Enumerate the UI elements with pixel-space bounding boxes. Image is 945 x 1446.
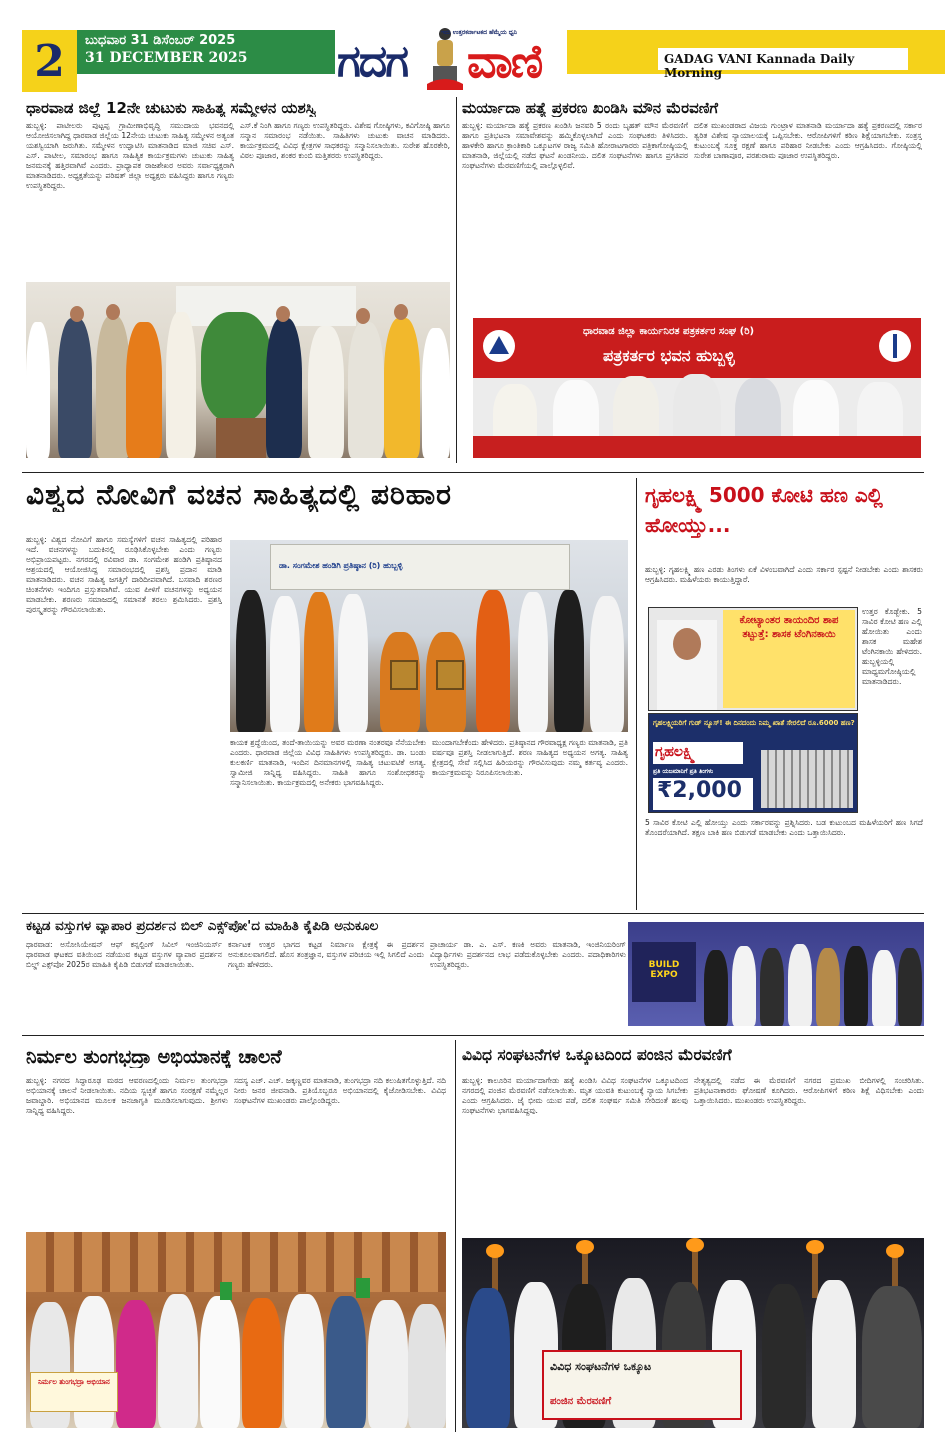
article-body: ಹುಬ್ಬಳ್ಳಿ: ಪಾಟೀಲರು ಪುಟ್ಟಪ್ಪ ಗ್ರಾಮೀಣಾಭಿವೃದ್ಧಿ ಸಮುದಾಯ ಭವನದಲ್ಲಿ ಆಯೋಜಿಸಲಾಗಿದ್ದ ಧಾರವಾಡ ಜಿಲ್ಲೆಯ 12ನೇಯ ಚುಟುಕು ಸಾಹಿತ್ಯ ಸಮ್ಮೇಳನ ಅತ್ಯಂತ ಯಶಸ್ವಿಯಾಗಿ ಜರುಗಿತು. ಸಮ್ಮೇಳನ ಉದ್ಘಾಟಿಸಿ ಮಾತನಾಡಿದ ಮಾಜಿ ಸಚಿವ ಎಸ್. ಎಸ್. ಪಾಟೀಲ, ಸಮಾರಂಭ ಹಾಗೂ ಸಾಹಿತ್ಯಿಕ ಕಾರ್ಯಕ್ರಮಗಳು ಚುಟುಕು ಸಾಹಿತ್ಯ ಜನಮನಕ್ಕೆ ಹತ್ತಿರವಾಗಿವೆ ಎಂದರು. ಪ್ರಾಧ್ಯಾಪಕ ರಾಜಶೇಖರ ಅವರು ಸರ್ವಾಧ್ಯಕ್ಷರಾಗಿ ಮಾತನಾಡಿದರು. ಅಧ್ಯಕ್ಷತೆಯನ್ನು ಪರಿಷತ್ ಜಿಲ್ಲಾ ಅಧ್ಯಕ್ಷರು ವಹಿಸಿದ್ದರು ಹಾಗೂ ಗಣ್ಯರು ಉಪಸ್ಥಿತರಿದ್ದರು.	[26, 121, 234, 190]
ad-headline: ಗೃಹಲಕ್ಷ್ಮಿಯರಿಗೆ ಗುಡ್ ನ್ಯೂಸ್! ಈ ದಿನದಂದು ನಿಮ್ಮ ಖಾತೆ ಸೇರಲಿದೆ ರೂ.6000 ಹಣ?	[653, 719, 855, 727]
article-body: ನೇತೃತ್ವದಲ್ಲಿ ನಡೆದ ಈ ಮೆರವಣಿಗೆ ನಗರದ ಪ್ರಮುಖ ಬೀದಿಗಳಲ್ಲಿ ಸಂಚರಿಸಿತು. ಪ್ರತಿಭಟನಾಕಾರರು ಘೋಷಣೆ ಕೂಗಿದರು. ಆರೋಪಿಗಳಿಗೆ ಕಠಿಣ ಶಿಕ್ಷೆ ವಿಧಿಸಬೇಕು ಎಂದು ಒತ್ತಾಯಿಸಿದರು. ಮುಖಂಡರು ಉಪಸ್ಥಿತರಿದ್ದರು.	[694, 1076, 924, 1105]
mla-figure	[657, 620, 717, 711]
paper-name: GADAG VANI Kannada Daily Morning	[658, 48, 908, 70]
column-divider	[456, 97, 457, 463]
article-body: ಕಾಯಕ ಶ್ರದ್ಧೆಯಿಂದ, ತಂದೆ-ತಾಯಿಯನ್ನು ಅವರ ಮರಣಾ ನಂತರವೂ ನೆನೆಯಬೇಕು ಎಂದರು. ಧಾರವಾಡ ಜಿಲ್ಲೆಯ ವಿವಿಧ ಸಾಹಿತಿಗಳು ಉಪಸ್ಥಿತರಿದ್ದರು. ಡಾ. ಬಂಡು ಕುಲಕರ್ಣಿ ಮಾತನಾಡಿ, ಇಂದಿನ ದಿನಮಾನಗಳಲ್ಲಿ ಸಾಹಿತ್ಯ ಚಟುವಟಿಕೆ ಅಗತ್ಯ. ಸ್ವಾಮೀಜಿ ಸಾನ್ನಿಧ್ಯ ವಹಿಸಿದ್ದರು. ಸಾಹಿತಿ ಹಾಗೂ ಸಂಶೋಧಕರನ್ನು ಸನ್ಮಾನಿಸಲಾಯಿತು. ಕಾರ್ಯಕ್ರಮದಲ್ಲಿ ಅನೇಕರು ಭಾಗವಹಿಸಿದ್ದರು.	[230, 738, 426, 787]
expo-banner: BUILD EXPO	[632, 942, 696, 1002]
article-headline: ಮರ್ಯಾದಾ ಹತ್ಯೆ ಪ್ರಕರಣ ಖಂಡಿಸಿ ಮೌನ ಮೆರವಣಿಗೆ	[462, 99, 719, 117]
date-kannada: ಬುಧವಾರ 31 ಡಿಸೆಂಬರ್ 2025	[85, 33, 236, 48]
date-box	[77, 30, 335, 74]
article-body: 5 ಸಾವಿರ ಕೋಟಿ ಎಲ್ಲಿ ಹೋಯ್ತು ಎಂದು ಸರ್ಕಾರವನ್ನು ಪ್ರಶ್ನಿಸಿದರು. ಬಡ ಕುಟುಂಬದ ಮಹಿಳೆಯರಿಗೆ ಹಣ ಸಿಗದೆ ತೊಂದರೆಯಾಗಿದೆ. ತಕ್ಷಣ ಬಾಕಿ ಹಣ ಬಿಡುಗಡೆ ಮಾಡಬೇಕು ಎಂದು ಒತ್ತಾಯಿಸಿದರು.	[645, 818, 923, 837]
section-divider	[22, 913, 924, 914]
article-body: ಹುಬ್ಬಳ್ಳಿ: ಗೃಹಲಕ್ಷ್ಮಿ ಹಣ ಎರಡು ತಿಂಗಳು ಏಕೆ ವಿಳಂಬವಾಗಿದೆ ಎಂದು ಸರ್ಕಾರ ಸ್ಪಷ್ಟನೆ ನೀಡಬೇಕು ಎಂದು ಶಾಸಕರು ಆಗ್ರಹಿಸಿದರು. ಮಹಿಳೆಯರು ಕಾಯುತ್ತಿದ್ದಾರೆ.	[645, 565, 923, 584]
article-body: ಕರ್ನಾಟಕ ಉತ್ತರ ಭಾಗದ ಕಟ್ಟಡ ನಿರ್ಮಾಣ ಕ್ಷೇತ್ರಕ್ಕೆ ಈ ಪ್ರದರ್ಶನ ಅನುಕೂಲವಾಗಲಿದೆ. ಹೊಸ ತಂತ್ರಜ್ಞಾನ, ವಸ್ತುಗಳ ಪರಿಚಯ ಇಲ್ಲಿ ಸಿಗಲಿದೆ ಎಂದು ಗಣ್ಯರು ಹೇಳಿದರು.	[228, 940, 424, 969]
press-banner-title: ಧಾರವಾಡ ಜಿಲ್ಲಾ ಕಾರ್ಯನಿರತ ಪತ್ರಕರ್ತರ ಸಂಘ (ರಿ)	[583, 326, 755, 337]
rally-banner-title: ವಿವಿಧ ಸಂಘಟನೆಗಳ ಒಕ್ಕೂಟ	[550, 1360, 652, 1373]
section-divider	[22, 1035, 924, 1036]
article-body: ಹುಬ್ಬಳ್ಳಿ: ವಿಶ್ವದ ನೋವಿಗೆ ಹಾಗೂ ಸಮಸ್ಯೆಗಳಿಗೆ ವಚನ ಸಾಹಿತ್ಯದಲ್ಲಿ ಪರಿಹಾರ ಇದೆ. ವಚನಗಳನ್ನು ಬದುಕಿನಲ್ಲಿ ರೂಢಿಸಿಕೊಳ್ಳಬೇಕು ಎಂದು ಗಣ್ಯರು ಅಭಿಪ್ರಾಯಪಟ್ಟರು. ನಗರದಲ್ಲಿ ರವಿವಾರ ಡಾ. ಸಂಗಮೇಶ ಹಂಡಿಗಿ ಪ್ರತಿಷ್ಠಾನದ ಆಶ್ರಯದಲ್ಲಿ ಆಯೋಜಿಸಿದ್ದ ಸಮಾರಂಭದಲ್ಲಿ ಪ್ರಶಸ್ತಿ ಪ್ರದಾನ ಮಾಡಿ ಮಾತನಾಡಿದರು. ವಚನ ಸಾಹಿತ್ಯ ಜಗತ್ತಿಗೆ ದಾರಿದೀಪವಾಗಿದೆ. ಬಸವಾದಿ ಶರಣರ ಚಿಂತನೆಗಳು ಇಂದಿಗೂ ಪ್ರಸ್ತುತವಾಗಿವೆ. ಯುವ ಪೀಳಿಗೆ ವಚನಗಳನ್ನು ಅಧ್ಯಯನ ಮಾಡಬೇಕು. ಶರಣರು ಸಮಾಜದಲ್ಲಿ ಸಮಾನತೆ ತರಲು ಶ್ರಮಿಸಿದರು. ಪ್ರಶಸ್ತಿ ಪುರಸ್ಕೃತರನ್ನು ಗೌರವಿಸಲಾಯಿತು.	[26, 535, 222, 614]
press-banner	[473, 318, 921, 378]
rally-banner-subtitle: ಪಂಜಿನ ಮೆರವಣಿಗೆ	[550, 1396, 612, 1407]
article-body: ಹುಬ್ಬಳ್ಳಿ: ನಗರದ ಸಿದ್ಧಾರೂಢ ಮಠದ ಆವರಣದಲ್ಲಿಂದು ನಿರ್ಮಲ ತುಂಗಭದ್ರಾ ಅಭಿಯಾನಕ್ಕೆ ಚಾಲನೆ ನೀಡಲಾಯಿತು. ನದಿಯ ಸ್ವಚ್ಛತೆ ಹಾಗೂ ಸಂರಕ್ಷಣೆ ನಮ್ಮೆಲ್ಲರ ಜವಾಬ್ದಾರಿ. ಅಭಿಯಾನದ ಮೂಲಕ ಜನಜಾಗೃತಿ ಮೂಡಿಸಲಾಗುವುದು. ಶ್ರೀಗಳು ಸಾನ್ನಿಧ್ಯ ವಹಿಸಿದ್ದರು.	[26, 1076, 228, 1115]
page-number: 2	[22, 30, 77, 92]
award-banner	[270, 544, 570, 590]
award-photo	[230, 540, 628, 732]
river-campaign-photo	[26, 1232, 446, 1428]
article-headline: ನಿರ್ಮಲ ತುಂಗಭದ್ರಾ ಅಭಿಯಾನಕ್ಕೆ ಚಾಲನೆ	[26, 1046, 282, 1068]
article-body: ಸದಸ್ಯ ಎಚ್. ಎಚ್. ಜಕ್ಕಣ್ಣವರ ಮಾತನಾಡಿ, ತುಂಗಭದ್ರಾ ನದಿ ಕಲುಷಿತಗೊಳ್ಳುತ್ತಿದೆ. ನದಿ ನೀರು ಜನರ ಜೀವನಾಡಿ. ಪ್ರತಿಯೊಬ್ಬರೂ ಅಭಿಯಾನದಲ್ಲಿ ಕೈಜೋಡಿಸಬೇಕು. ವಿವಿಧ ಸಂಘಟನೆಗಳ ಮುಖಂಡರು ಪಾಲ್ಗೊಂಡಿದ್ದರು.	[234, 1076, 446, 1105]
union-logo-icon	[481, 328, 517, 368]
article-headline: ಕಟ್ಟಡ ವಸ್ತುಗಳ ವ್ಯಾಪಾರ ಪ್ರದರ್ಶನ ಬಿಲ್ ಎಕ್ಸ್‌ಪೋ'ದ ಮಾಹಿತಿ ಕೈಪಿಡಿ ಅನುಕೂಲ	[26, 918, 379, 934]
article-headline: ವಿವಿಧ ಸಂಘಟನೆಗಳ ಒಕ್ಕೂಟದಿಂದ ಪಂಜಿನ ಮೆರವಣಿಗೆ	[462, 1046, 732, 1064]
ad-brand: ಗೃಹಲಕ್ಷ್ಮಿ	[653, 742, 743, 764]
article-headline: ಗೃಹಲಕ್ಷ್ಮಿ 5000 ಕೋಟಿ ಹಣ ಎಲ್ಲಿ ಹೋಯ್ತು...	[645, 483, 883, 537]
press-meet-photo	[473, 318, 921, 458]
logo-left-text: ಗದಗ	[337, 36, 408, 87]
mla-photo	[648, 607, 858, 711]
logo-right-text: ವಾಣಿ	[467, 34, 542, 88]
pen-logo-icon	[877, 328, 913, 368]
logo-tagline: ಇದು ಉತ್ತರಕರ್ನಾಟಕದ ಹೆಮ್ಮೆಯ ಧ್ವನಿ	[441, 29, 517, 36]
article-headline: ಧಾರವಾಡ ಜಿಲ್ಲೆ 12ನೇ ಚುಟುಕು ಸಾಹಿತ್ಯ ಸಮ್ಮೇಳನ ಯಶಸ್ವಿ	[26, 99, 317, 117]
photo-banner	[176, 286, 356, 326]
article-body: ಪ್ರಾಚಾರ್ಯ ಡಾ. ಎ. ಎಸ್. ಕಣಕಿ ಅವರು ಮಾತನಾಡಿ, ಇಂಜಿನಿಯರಿಂಗ್ ವಿದ್ಯಾರ್ಥಿಗಳು ಪ್ರದರ್ಶನದ ಲಾಭ ಪಡೆದುಕೊಳ್ಳಬೇಕು ಎಂದರು. ಪದಾಧಿಕಾರಿಗಳು ಉಪಸ್ಥಿತರಿದ್ದರು.	[430, 940, 626, 969]
article-body: ಧಾರವಾಡ: ಅಸೋಸಿಯೇಷನ್ ಆಫ್ ಕನ್ಸಲ್ಟಿಂಗ್ ಸಿವಿಲ್ ಇಂಜಿನಿಯರ್ಸ್ ಧಾರವಾಡ ಘಟಕದ ವತಿಯಿಂದ ನಡೆಯುವ ಕಟ್ಟಡ ವಸ್ತುಗಳ ವ್ಯಾಪಾರ ಪ್ರದರ್ಶನ ಬಿಲ್ಡ್ ಎಕ್ಸ್‌ಪೋ 2025ರ ಮಾಹಿತಿ ಕೈಪಿಡಿ ಬಿಡುಗಡೆ ಮಾಡಲಾಯಿತು.	[26, 940, 222, 969]
currency-notes-image	[761, 750, 853, 808]
press-banner-subtitle: ಪತ್ರಕರ್ತರ ಭವನ ಹುಬ್ಬಳ್ಳಿ	[603, 346, 735, 365]
campaign-placard: ನಿರ್ಮಲ ತುಂಗಭದ್ರಾ ಅಭಿಯಾನ	[30, 1372, 118, 1412]
date-english: 31 DECEMBER 2025	[85, 50, 248, 66]
article-body: ಹುಬ್ಬಳ್ಳಿ: ಮರ್ಯಾದಾ ಹತ್ಯೆ ಪ್ರಕರಣ ಖಂಡಿಸಿ ಜನವರಿ 5 ರಂದು ಬೃಹತ್ ಮೌನ ಮೆರವಣಿಗೆ ಹಾಗೂ ಪ್ರತಿಭಟನಾ ಸಮಾವೇಶವನ್ನು ಹಮ್ಮಿಕೊಳ್ಳಲಾಗಿದೆ ಎಂದು ಸಂಘಟಕರು ತಿಳಿಸಿದರು. ಹಾಳಕೇರಿ ಹಾಗೂ ಕ್ರಾಂತಿಕಾರಿ ಒಕ್ಕೂಟಗಳ ರಾಜ್ಯ ಸಮಿತಿ ಹೋರಾಟಗಾರರು ಪತ್ರಿಕಾಗೋಷ್ಠಿಯಲ್ಲಿ ಮಾತನಾಡಿ, ಜಿಲ್ಲೆಯಲ್ಲಿ ನಡೆದ ಘಟನೆ ಖಂಡನೀಯ. ದಲಿತ ಸಂಘಟನೆಗಳು ಹಾಗೂ ಪ್ರಗತಿಪರ ಸಂಘಟನೆಗಳು ಮೆರವಣಿಗೆಯಲ್ಲಿ ಪಾಲ್ಗೊಳ್ಳಲಿವೆ.	[462, 121, 688, 170]
column-divider	[636, 478, 637, 910]
rally-banner	[542, 1350, 742, 1420]
article-body: ದಲಿತ ಮುಖಂಡರಾದ ವಿಜಯ ಗುಂಟ್ರಾಳ ಮಾತನಾಡಿ ಮರ್ಯಾದಾ ಹತ್ಯೆ ಪ್ರಕರಣದಲ್ಲಿ ಸರ್ಕಾರ ತ್ವರಿತ ವಿಶೇಷ ನ್ಯಾಯಾಲಯಕ್ಕೆ ಒಪ್ಪಿಸಬೇಕು. ಆರೋಪಿಗಳಿಗೆ ಕಠಿಣ ಶಿಕ್ಷೆಯಾಗಬೇಕು. ಸಂತ್ರಸ್ತ ಕುಟುಂಬಕ್ಕೆ ಸೂಕ್ತ ರಕ್ಷಣೆ ಹಾಗೂ ಪರಿಹಾರ ನೀಡಬೇಕು ಎಂದು ಆಗ್ರಹಿಸಿದರು. ಗೋಷ್ಠಿಯಲ್ಲಿ ಸುರೇಶ ಬಾಣಾಪೂರ, ಪರಶುರಾಮ ಪೂಜಾರ ಉಪಸ್ಥಿತರಿದ್ದರು.	[694, 121, 922, 160]
torch-rally-photo	[462, 1238, 924, 1428]
masthead	[0, 0, 945, 95]
award-banner-title: ಡಾ. ಸಂಗಮೇಶ ಹಂಡಿಗಿ ಪ್ರತಿಷ್ಠಾನ (ರಿ) ಹುಬ್ಬಳ್ಳಿ	[279, 561, 403, 570]
column-divider	[455, 1040, 456, 1432]
article-body: ಮುಂದಾಗಬೇಕೆಂದು ಹೇಳಿದರು. ಪ್ರತಿಷ್ಠಾನದ ಗೌರವಾಧ್ಯಕ್ಷ ಗಣ್ಯರು ಮಾತನಾಡಿ, ಪ್ರತಿ ವರ್ಷವೂ ಪ್ರಶಸ್ತಿ ನೀಡಲಾಗುತ್ತಿದೆ. ಶರಣ ಸಾಹಿತ್ಯದ ಅಧ್ಯಯನ ಅಗತ್ಯ. ಸಾಹಿತ್ಯ ಕ್ಷೇತ್ರದಲ್ಲಿ ಸೇವೆ ಸಲ್ಲಿಸಿದ ಹಿರಿಯರನ್ನು ಗೌರವಿಸುವುದು ನಮ್ಮ ಕರ್ತವ್ಯ ಎಂದರು. ಕಾರ್ಯಕ್ರಮವನ್ನು ನಿರೂಪಿಸಲಾಯಿತು.	[432, 738, 628, 777]
quote-box: ಕೋಟ್ಯಾಂತರ ತಾಯಂದಿರ ಶಾಪ ತಟ್ಟುತ್ತೆ: ಶಾಸಕ ಟೆಂಗಿನಕಾಯಿ	[723, 610, 855, 708]
article-headline: ವಿಶ್ವದ ನೋವಿಗೆ ವಚನ ಸಾಹಿತ್ಯದಲ್ಲಿ ಪರಿಹಾರ	[26, 478, 452, 511]
article-body: ಉತ್ತರ ಕೊಡ್ಬೇಕು. 5 ಸಾವಿರ ಕೋಟಿ ಹಣ ಎಲ್ಲಿ ಹೋಯಿತು ಎಂದು ಶಾಸಕ ಮಹೇಶ ಟೆಂಗಿನಕಾಯಿ ಹೇಳಿದರು. ಹುಬ್ಬಳ್ಳಿಯಲ್ಲಿ ಮಾಧ್ಯಮಗೋಷ್ಠಿಯಲ್ಲಿ ಮಾತನಾಡಿದರು.	[862, 607, 922, 686]
ad-amount: ₹2,000	[653, 778, 753, 810]
article-body: ಹುಬ್ಬಳ್ಳಿ: ಕಾಲೂರಿನ ಮರ್ಯಾದಾಗೇಡು ಹತ್ಯೆ ಖಂಡಿಸಿ ವಿವಿಧ ಸಂಘಟನೆಗಳ ಒಕ್ಕೂಟದಿಂದ ನಗರದಲ್ಲಿ ಪಂಜಿನ ಮೆರವಣಿಗೆ ನಡೆಸಲಾಯಿತು. ಮೃತ ಯುವತಿ ಕುಟುಂಬಕ್ಕೆ ನ್ಯಾಯ ಸಿಗಬೇಕು ಎಂದು ಆಗ್ರಹಿಸಿದರು. ಜೈ ಭೀಮ ಯುವ ಪಡೆ, ದಲಿತ ಸಂಘರ್ಷ ಸಮಿತಿ ಸೇರಿದಂತೆ ಹಲವು ಸಂಘಟನೆಗಳು ಭಾಗವಹಿಸಿದ್ದವು.	[462, 1076, 688, 1115]
article-body: ಎಸ್.ಕೆ ನಿಂಗಿ ಹಾಗೂ ಗಣ್ಯರು ಉಪಸ್ಥಿತರಿದ್ದರು. ವಿಶೇಷ ಗೋಷ್ಠಿಗಳು, ಕವಿಗೋಷ್ಠಿ ಹಾಗೂ ಸನ್ಮಾನ ಸಮಾರಂಭ ನಡೆಯಿತು. ಸಾಹಿತಿಗಳು ಚುಟುಕು ವಾಚನ ಮಾಡಿದರು. ಕಾರ್ಯಕ್ರಮದಲ್ಲಿ ವಿವಿಧ ಕ್ಷೇತ್ರಗಳ ಸಾಧಕರನ್ನು ಸನ್ಮಾನಿಸಲಾಯಿತು. ಸುರೇಶ ಹೊರಕೇರಿ, ವಿಠಲ ಪೂಜಾರ, ಶಂಕರ ಕುಂಬಿ ಮತ್ತಿತರರು ಉಪಸ್ಥಿತರಿದ್ದರು.	[240, 121, 450, 160]
ceremony-photo	[26, 282, 450, 458]
gruhalakshmi-ad	[648, 713, 858, 813]
section-divider	[22, 472, 924, 473]
newspaper-logo	[337, 24, 567, 94]
expo-photo	[628, 922, 924, 1026]
ad-subtitle: ಪ್ರತಿ ಯಜಮಾನಿಗೆ ಪ್ರತಿ ತಿಂಗಳು	[653, 768, 714, 775]
